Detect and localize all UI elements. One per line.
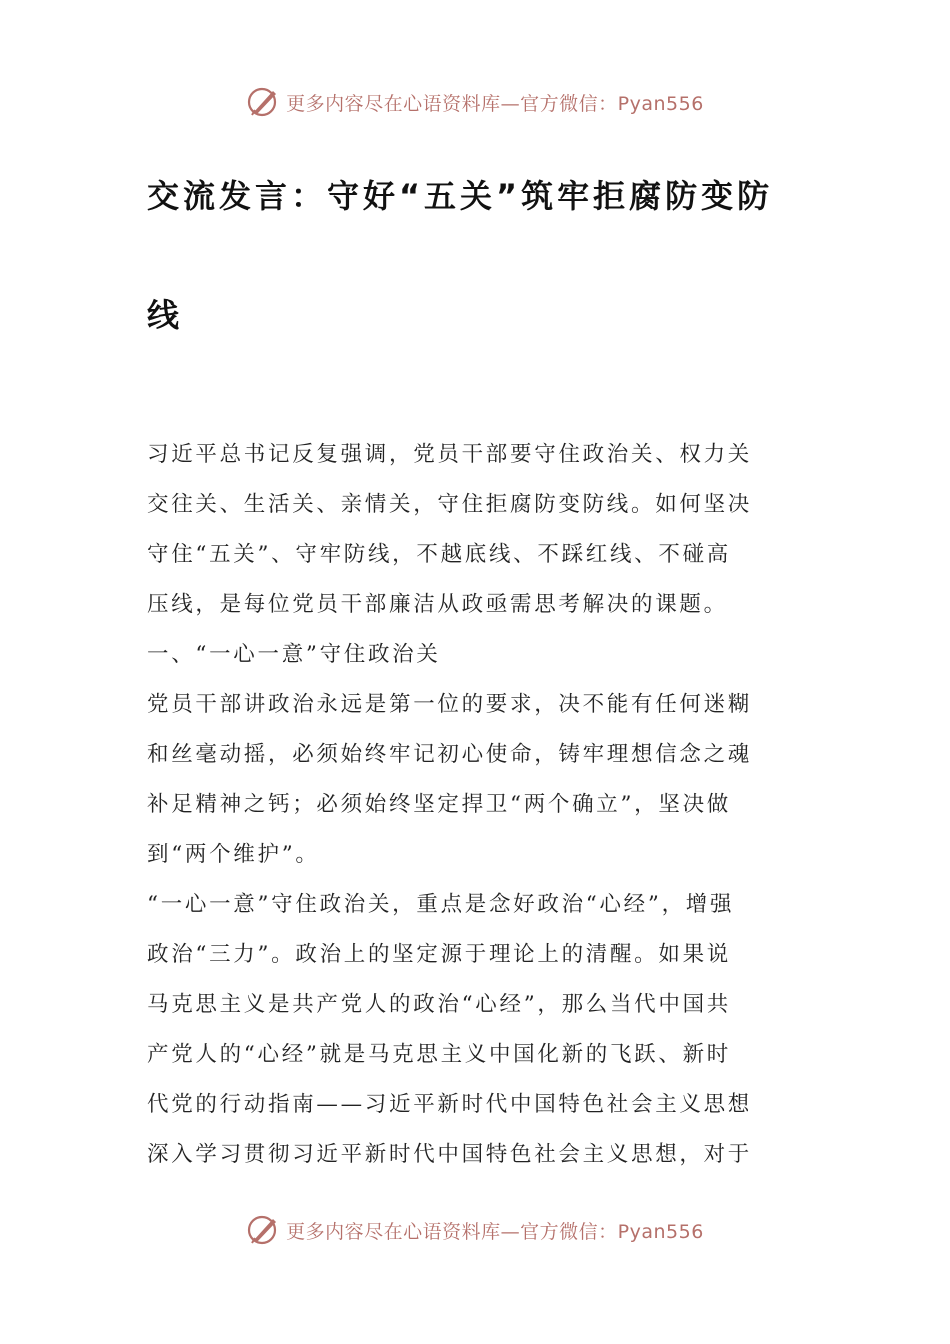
watermark-text bbox=[286, 1217, 704, 1244]
watermark-text-cn: 更多内容尽在心语资料库—官方微信： bbox=[286, 1220, 618, 1243]
body-line: 党员干部讲政治永远是第一位的要求，决不能有任何迷糊 bbox=[147, 692, 753, 717]
body-line: 代党的行动指南——习近平新时代中国特色社会主义思想 bbox=[147, 1092, 753, 1117]
body-line: “一心一意”守住政治关，重点是念好政治“心经”，增强 bbox=[147, 892, 735, 917]
watermark-text-cn: 更多内容尽在心语资料库—官方微信： bbox=[286, 92, 618, 115]
body-line: 守住“五关”、守牢防线，不越底线、不踩红线、不碰高 bbox=[147, 542, 731, 567]
document-title-line-1: 交流发言：守好“五关”筑牢拒腐防变防 bbox=[147, 177, 774, 215]
body-line: 深入学习贯彻习近平新时代中国特色社会主义思想，对于 bbox=[147, 1142, 753, 1167]
body-line: 和丝毫动摇，必须始终牢记初心使命，铸牢理想信念之魂 bbox=[147, 742, 753, 767]
section-heading: 一、“一心一意”守住政治关 bbox=[147, 642, 441, 667]
document-title-line-2: 线 bbox=[147, 296, 184, 334]
body-line: 补足精神之钙；必须始终坚定捍卫“两个确立”，坚决做 bbox=[147, 792, 731, 817]
watermark-wechat-id: Pyan556 bbox=[617, 1220, 704, 1243]
document-body bbox=[147, 430, 809, 1180]
body-line: 习近平总书记反复强调，党员干部要守住政治关、权力关 bbox=[147, 442, 753, 467]
body-line: 压线，是每位党员干部廉洁从政亟需思考解决的课题。 bbox=[147, 592, 728, 617]
header-watermark bbox=[0, 82, 950, 122]
watermark-wechat-id: Pyan556 bbox=[617, 92, 704, 115]
body-line: 产党人的“心经”就是马克思主义中国化新的飞跃、新时 bbox=[147, 1042, 731, 1067]
quill-logo-icon bbox=[246, 85, 280, 119]
body-line: 政治“三力”。政治上的坚定源于理论上的清醒。如果说 bbox=[147, 942, 731, 967]
footer-watermark bbox=[0, 1210, 950, 1250]
quill-logo-icon bbox=[246, 1213, 280, 1247]
body-line: 马克思主义是共产党人的政治“心经”，那么当代中国共 bbox=[147, 992, 731, 1017]
watermark-text bbox=[286, 89, 704, 116]
body-line: 交往关、生活关、亲情关，守住拒腐防变防线。如何坚决 bbox=[147, 492, 753, 517]
body-line: 到“两个维护”。 bbox=[147, 842, 320, 867]
